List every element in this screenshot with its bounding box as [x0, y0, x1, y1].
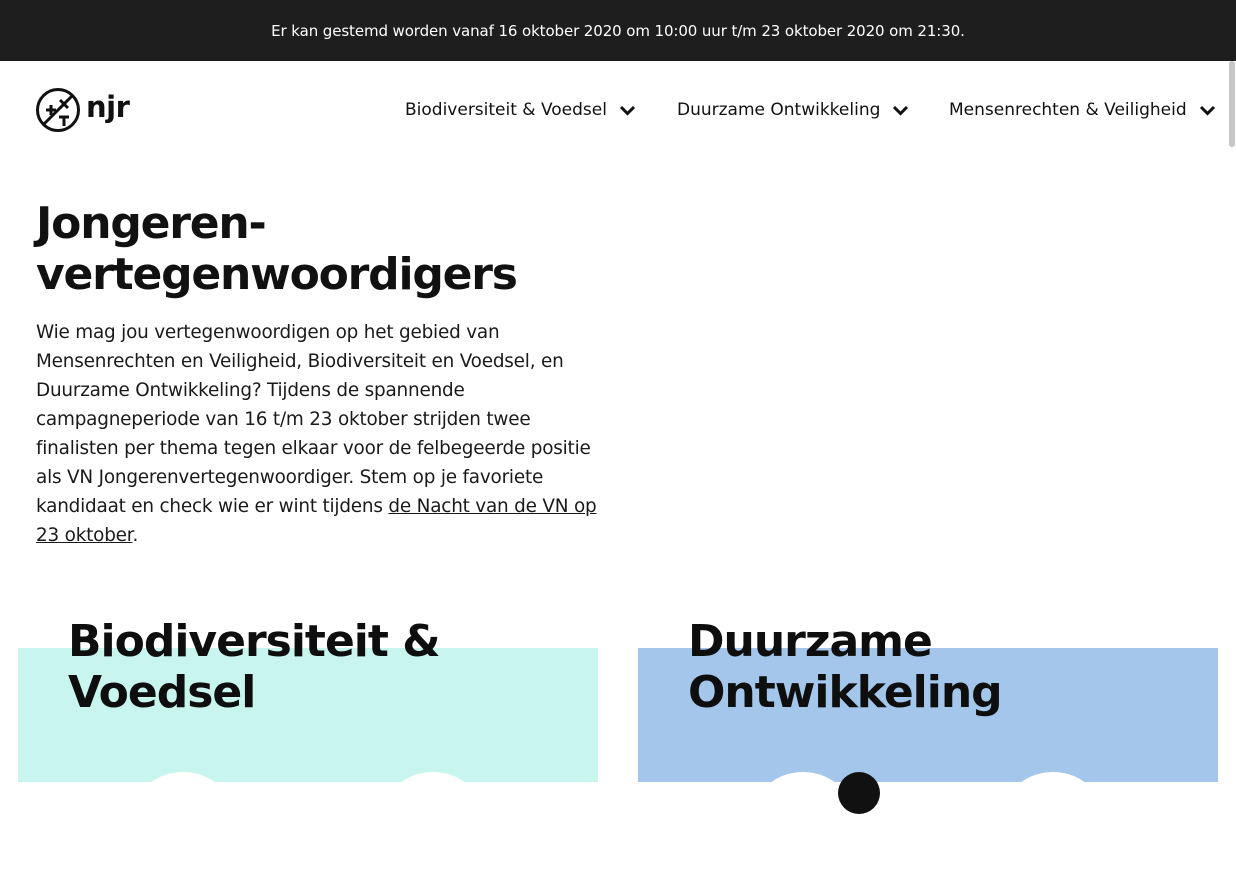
card-title-line-1: Duurzame: [688, 616, 932, 667]
intro-text: Wie mag jou vertegenwoordigen op het gebied van Mensenrechten en Veiligheid, Biodiversiteit en Voedsel, en Duurzame Ontwikkeling? Tijdens de spannende campagneperiode van 16 t/m 23 oktober strijden twee finalisten per thema tegen elkaar voor de felbegeerde positie als VN Jongerenvertegenwoordiger. Stem op je favoriete kandidaat en check wie er wint tijdens: [36, 322, 591, 517]
card-title: [688, 616, 1002, 718]
announcement-text: Er kan gestemd worden vanaf 16 oktober 2020 om 10:00 uur t/m 23 oktober 2020 om 21:30.: [271, 21, 965, 40]
scrollbar-thumb[interactable]: [1229, 61, 1235, 147]
chevron-down-icon: [892, 105, 909, 116]
page-title-line-1: Jongeren-: [36, 198, 266, 249]
nav-item-label: Mensenrechten & Veiligheid: [949, 100, 1187, 120]
announcement-banner: [0, 0, 1236, 61]
page-title: [36, 198, 596, 300]
candidate-avatar[interactable]: [128, 772, 238, 882]
njr-logo[interactable]: [35, 86, 129, 134]
nacht-van-de-vn-link[interactable]: de Nacht van de VN op 23 oktober: [36, 496, 597, 546]
theme-card-duurzame-ontwikkeling[interactable]: [638, 616, 1218, 782]
nav-item-label: Biodiversiteit & Voedsel: [405, 100, 607, 120]
card-title-line-2: Ontwikkeling: [688, 667, 1002, 718]
site-header: [0, 61, 1236, 159]
nav-item-mensenrechten[interactable]: [949, 99, 1216, 121]
intro-end: .: [132, 525, 139, 546]
page-title-line-2: vertegenwoordigers: [36, 249, 517, 300]
nav-item-biodiversiteit[interactable]: [405, 99, 636, 121]
theme-card-biodiversiteit[interactable]: [18, 616, 598, 782]
chevron-down-icon: [619, 105, 636, 116]
nav-item-label: Duurzame Ontwikkeling: [677, 100, 881, 120]
card-title: [68, 616, 440, 718]
card-title-line-2: Voedsel: [68, 667, 256, 718]
chevron-down-icon: [1199, 105, 1216, 116]
njr-logo-icon: [35, 87, 81, 133]
candidate-avatar[interactable]: [998, 772, 1108, 882]
candidate-badge: [838, 772, 880, 814]
scrollbar[interactable]: [1227, 61, 1236, 782]
candidate-avatar[interactable]: [378, 772, 488, 882]
logo-text: njr: [86, 90, 130, 124]
nav-item-duurzame-ontwikkeling[interactable]: [677, 99, 909, 121]
card-title-line-1: Biodiversiteit &: [68, 616, 440, 667]
intro-paragraph: [36, 318, 604, 550]
